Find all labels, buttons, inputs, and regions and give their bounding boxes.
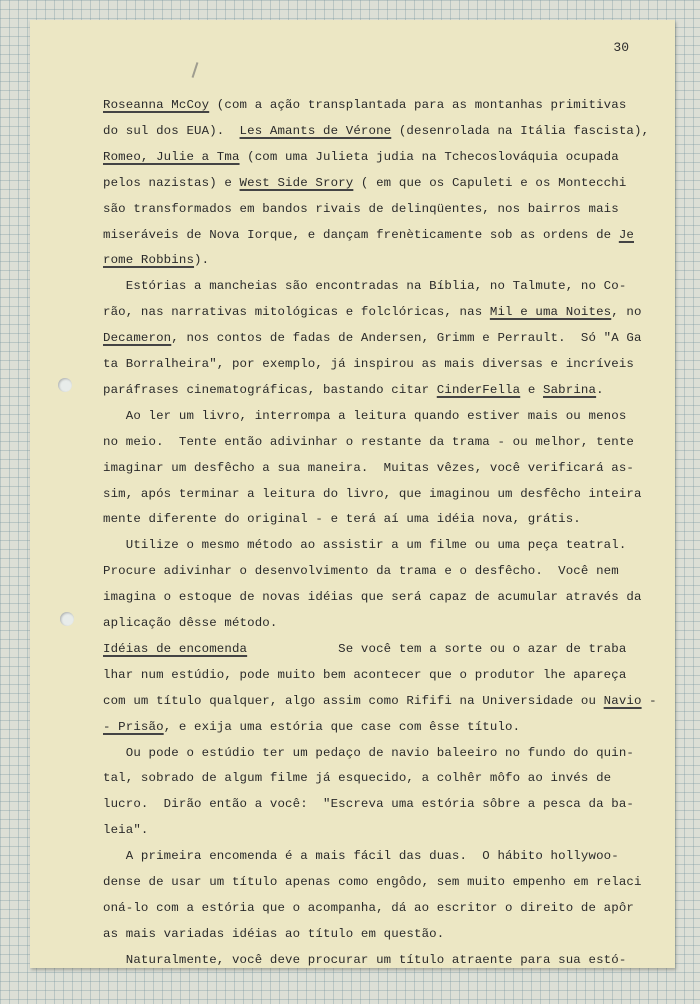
text-run: ta Borralheira", por exemplo, já inspirou as mais diversas e incríveis [103, 357, 634, 371]
text-line [103, 849, 619, 863]
text-run: dense de usar um título apenas como engôdo, sem muito empenho em relaci [103, 875, 642, 889]
text-line [103, 279, 626, 293]
underlined-title: Roseanna McCoy [103, 98, 210, 112]
text-line [103, 642, 626, 656]
text-line [103, 746, 634, 760]
text-run: imaginar um desfêcho a sua maneira. Muitas vêzes, você verificará as- [103, 460, 634, 475]
text-line [103, 720, 520, 734]
text-line [103, 953, 626, 967]
text-line [103, 927, 444, 941]
text-run: imagina o estoque de novas idéias que será capaz de acumular através da [103, 590, 642, 605]
text-line [103, 383, 604, 397]
text-run: aplicação dêsse método. [103, 616, 278, 630]
text-run: e [520, 382, 543, 397]
text-line [103, 901, 634, 915]
text-line [103, 176, 626, 190]
text-line [103, 150, 619, 164]
page-number: 30 [613, 40, 629, 55]
text-run: leia". [103, 823, 149, 838]
underlined-title: Romeo, Julie a Tma [103, 149, 240, 164]
punch-hole-lower [60, 612, 74, 626]
text-line [103, 409, 626, 423]
text-run: (com uma Julieta judia na Tchecoslováquia ocupada [239, 149, 619, 164]
underlined-title: Navio [603, 693, 642, 708]
text-run: lucro. Dirão então a você: "Escreva uma estória sôbre a pesca da ba- [103, 797, 634, 812]
text-run: ( em que os Capuleti e os Montecchi [353, 175, 627, 190]
underlined-title: Idéias de encomenda [103, 641, 248, 656]
text-line [103, 487, 642, 501]
punch-hole-upper [58, 378, 72, 392]
underlined-title: West Side Srory [239, 175, 354, 190]
text-run: Estórias a mancheias são encontradas na Bíblia, no Talmute, no Co- [103, 279, 627, 294]
text-line [103, 694, 657, 708]
text-run: Ou pode o estúdio ter um pedaço de navio baleeiro no fundo do quin- [103, 745, 634, 760]
text-run: no meio. Tente então adivinhar o restante da trama - ou melhor, tente [103, 434, 634, 449]
underlined-title: rome Robbins [103, 253, 195, 268]
text-run: as mais variadas idéias ao título em questão. [103, 926, 445, 941]
text-run: rão, nas narrativas mitológicas e folclóricas, nas [103, 305, 490, 320]
underlined-title: - Prisão [103, 719, 164, 734]
text-run: miseráveis de Nova Iorque, e dançam frenèticamente sob as ordens de [103, 227, 619, 242]
text-run: (com a ação transplantada para as montanhas primitivas [209, 98, 627, 112]
underlined-title: Mil e uma Noites [489, 305, 612, 320]
text-line [103, 771, 611, 785]
underlined-title: Sabrina [543, 382, 597, 397]
text-line [103, 564, 619, 578]
text-line [103, 823, 149, 837]
text-line [103, 305, 642, 319]
text-run: , no [611, 305, 642, 320]
typewritten-page [30, 20, 675, 968]
text-run: do sul dos EUA). [103, 123, 240, 138]
text-run: Procure adivinhar o desenvolvimento da trama e o desfêcho. Você nem [103, 564, 619, 579]
text-line [103, 357, 634, 371]
text-run: são transformados em bandos rivais de delinqüentes, nos bairros mais [103, 201, 619, 216]
underlined-title: Je [618, 227, 634, 242]
text-run: sim, após terminar a leitura do livro, que imaginou um desfêcho inteira [103, 486, 642, 501]
text-run: com um título qualquer, algo assim como Rififi na Universidade ou [103, 693, 604, 708]
underlined-title: Decameron [103, 331, 172, 346]
pencil-mark [192, 62, 199, 78]
text-run: , e exija uma estória que case com êsse título. [163, 719, 521, 734]
text-line [103, 124, 649, 138]
text-line [103, 331, 642, 345]
text-run: Se você tem a sorte ou o azar de traba [247, 641, 627, 656]
text-line [103, 668, 626, 682]
text-run: , nos contos de fadas de Andersen, Grimm e Perrault. Só "A Ga [171, 331, 642, 346]
text-line [103, 98, 626, 112]
text-run: ). [194, 253, 210, 268]
text-line [103, 512, 581, 526]
text-run: lhar num estúdio, pode muito bem acontecer que o produtor lhe apareça [103, 667, 627, 682]
text-run: Utilize o mesmo método ao assistir a um filme ou uma peça teatral. [103, 538, 627, 553]
text-run: mente diferente do original - e terá aí uma idéia nova, grátis. [103, 512, 581, 527]
underlined-title: Les Amants de Vérone [239, 123, 392, 138]
text-line [103, 538, 626, 552]
text-line [103, 461, 634, 475]
text-run: (desenrolada na Itália fascista), [391, 123, 650, 138]
text-line [103, 616, 277, 630]
text-run: Naturalmente, você deve procurar um título atraente para sua estó- [103, 952, 627, 967]
text-line [103, 253, 209, 267]
text-run: tal, sobrado de algum filme já esquecido, a colhêr môfo ao invés de [103, 771, 612, 786]
text-run: . [596, 382, 604, 397]
text-line [103, 435, 634, 449]
underlined-title: CinderFella [436, 382, 521, 397]
text-line [103, 797, 634, 811]
text-run: A primeira encomenda é a mais fácil das duas. O hábito hollywoo- [103, 849, 619, 864]
text-line [103, 875, 642, 889]
text-line [103, 590, 642, 604]
text-run: pelos nazistas) e [103, 175, 240, 190]
text-run: oná-lo com a estória que o acompanha, dá ao escritor o direito de apôr [103, 900, 634, 915]
text-run: paráfrases cinematográficas, bastando citar [103, 382, 437, 397]
text-line [103, 228, 634, 242]
text-line [103, 202, 619, 216]
text-run: - [641, 693, 657, 708]
text-run: Ao ler um livro, interrompa a leitura quando estiver mais ou menos [103, 408, 627, 423]
